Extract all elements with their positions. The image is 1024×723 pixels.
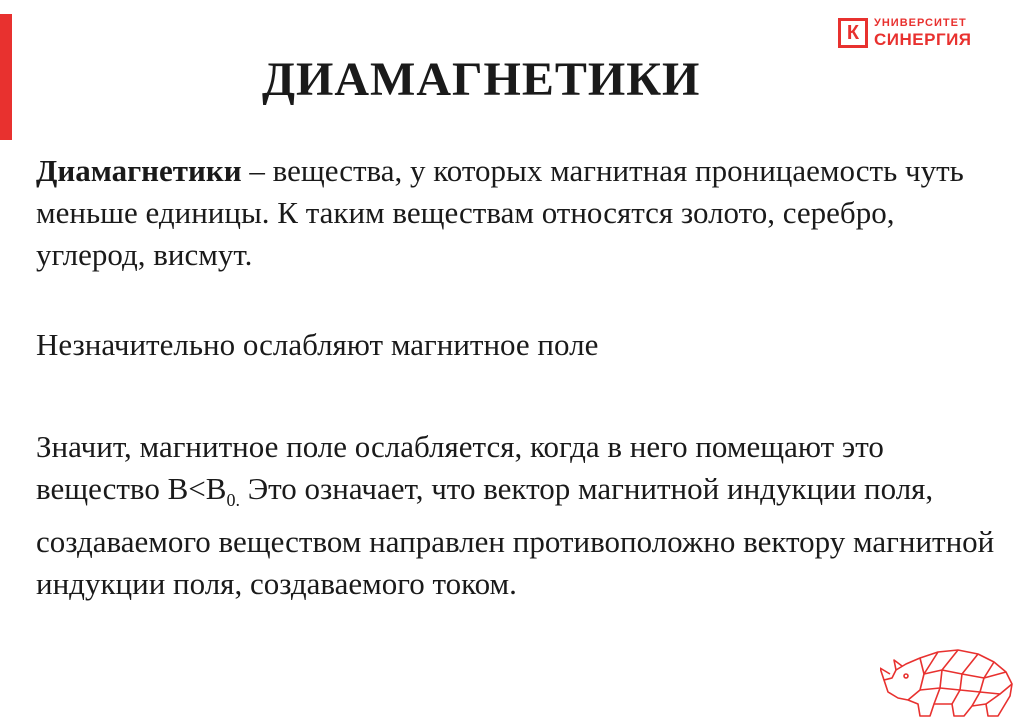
definition-paragraph	[36, 150, 996, 276]
explanation-text-end: Это означает, что вектор магнитной индукции поля, создаваемого веществом направлен противоположно вектору магнитной индукции поля, создаваемого током.	[36, 471, 995, 602]
university-logo-icon: К	[838, 18, 868, 48]
logo-line2: СИНЕРГИЯ	[874, 30, 972, 49]
accent-side-bar	[0, 14, 12, 140]
definition-text: – вещества, у которых магнитная проницаемость чуть меньше единицы. К таким веществам относятся золото, серебро, углерод, висмут.	[36, 153, 964, 272]
explanation-text-start: Значит, магнитное поле ослабляется, когда в него помещают это вещество B<B	[36, 429, 884, 506]
logo-line1: УНИВЕРСИТЕТ	[874, 17, 967, 29]
effect-paragraph: Незначительно ослабляют магнитное поле	[36, 327, 599, 362]
slide-title: ДИАМАГНЕТИКИ	[262, 53, 701, 106]
explanation-paragraph	[36, 426, 996, 605]
definition-term: Диамагнетики	[36, 153, 242, 188]
explanation-subscript: 0.	[226, 490, 240, 511]
university-logo	[838, 18, 972, 48]
rhino-icon	[880, 640, 1020, 720]
logo-text	[874, 18, 972, 48]
